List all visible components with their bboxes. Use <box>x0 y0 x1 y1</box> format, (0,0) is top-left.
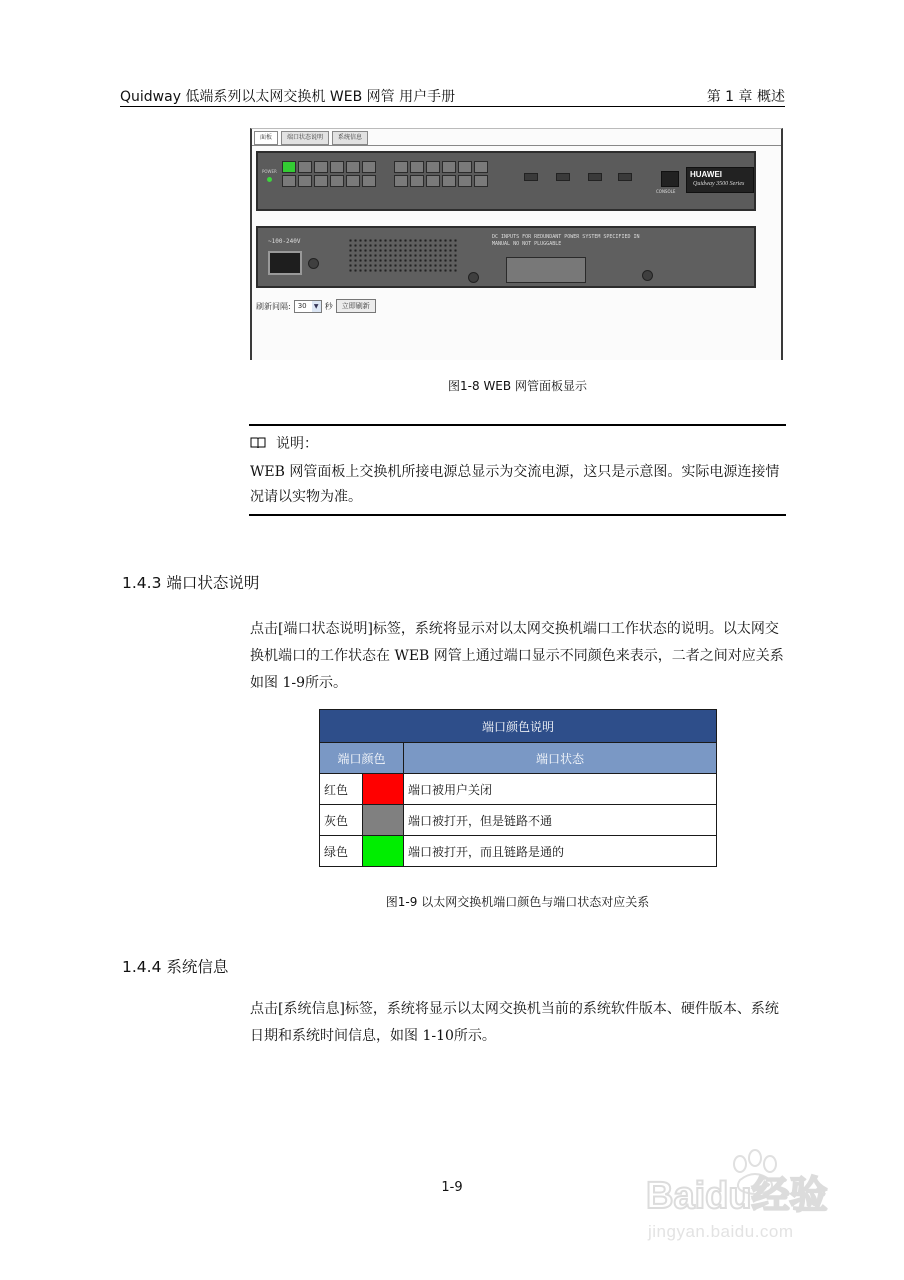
sfp-slot[interactable] <box>556 173 570 181</box>
section-1-4-3-paragraph: 点击[端口状态说明]标签，系统将显示对以太网交换机端口工作状态的说明。以太网交换机端口的工作状态在 WEB 网管上通过端口显示不同颜色来表示，二者之间对应关系如图 1-9所示。 <box>250 621 784 691</box>
baidu-watermark-logo <box>640 1146 860 1226</box>
port-state: 端口被用户关闭 <box>404 774 717 805</box>
note-top-rule <box>249 424 786 426</box>
port[interactable] <box>362 175 376 187</box>
port[interactable] <box>282 175 296 187</box>
refresh-unit: 秒 <box>324 301 333 311</box>
port[interactable] <box>410 161 424 173</box>
console-port-icon[interactable] <box>661 171 679 187</box>
tab-panel[interactable]: 面板 <box>254 131 278 145</box>
table-header-color: 端口颜色 <box>320 743 404 774</box>
section-1-4-4-paragraph: 点击[系统信息]标签，系统将显示以太网交换机当前的系统软件版本、硬件版本、系统日期和系统时间信息，如图 1-10所示。 <box>250 1001 779 1044</box>
port[interactable] <box>474 175 488 187</box>
figure-1-8-caption: 图1-8 WEB 网管面板显示 <box>448 379 587 393</box>
port[interactable] <box>330 175 344 187</box>
ac-power-socket-icon <box>268 251 302 275</box>
screw-icon <box>468 272 479 283</box>
table-title: 端口颜色说明 <box>320 710 717 743</box>
port[interactable] <box>442 161 456 173</box>
port[interactable] <box>346 161 360 173</box>
header-title: Quidway 低端系列以太网交换机 WEB 网管 用户手册 <box>120 89 456 105</box>
port[interactable] <box>298 175 312 187</box>
ground-screw-icon <box>308 258 319 269</box>
table-header-state: 端口状态 <box>404 743 717 774</box>
refresh-now-button[interactable]: 立即刷新 <box>336 299 376 313</box>
chevron-down-icon[interactable]: ▼ <box>312 301 321 312</box>
table-row <box>320 836 717 867</box>
refresh-interval-value: 30 <box>297 301 307 310</box>
refresh-controls <box>256 299 376 313</box>
header-rule <box>120 106 785 107</box>
brand-plate <box>686 167 754 193</box>
sfp-slot[interactable] <box>618 173 632 181</box>
power-led-icon <box>267 177 272 182</box>
port[interactable] <box>394 175 408 187</box>
voltage-label: ~100-240V <box>268 238 301 245</box>
color-label: 灰色 <box>320 805 363 836</box>
sfp-slot[interactable] <box>588 173 602 181</box>
note-title: 说明： <box>276 436 318 452</box>
port[interactable] <box>362 161 376 173</box>
switch-front-panel <box>256 151 756 211</box>
brand-name: HUAWEI <box>690 170 722 179</box>
port[interactable] <box>298 161 312 173</box>
refresh-interval-label: 刷新间隔: <box>256 301 291 311</box>
port-color-table <box>319 709 717 867</box>
note-body: WEB 网管面板上交换机所接电源总显示为交流电源，这只是示意图。实际电源连接情况请以实物为准。 <box>250 464 780 505</box>
color-label: 红色 <box>320 774 363 805</box>
port-group-1 <box>282 161 376 187</box>
port[interactable] <box>458 161 472 173</box>
port[interactable] <box>314 175 328 187</box>
refresh-interval-select[interactable] <box>294 300 322 313</box>
vent-grille <box>348 238 458 272</box>
port[interactable] <box>410 175 424 187</box>
watermark-url: jingyan.baidu.com <box>648 1222 794 1241</box>
port-state: 端口被打开，但是链路不通 <box>404 805 717 836</box>
port[interactable] <box>474 161 488 173</box>
table-row <box>320 774 717 805</box>
panel-tab-bar <box>254 131 368 145</box>
port[interactable] <box>426 175 440 187</box>
port[interactable] <box>442 175 456 187</box>
port[interactable] <box>330 161 344 173</box>
port[interactable] <box>394 161 408 173</box>
tab-port-status[interactable]: 端口状态说明 <box>281 131 329 145</box>
port[interactable] <box>426 161 440 173</box>
figure-1-9-caption: 图1-9 以太网交换机端口颜色与端口状态对应关系 <box>385 895 650 909</box>
color-swatch-gray <box>363 805 404 836</box>
console-label: CONSOLE <box>656 189 676 194</box>
color-swatch-green <box>363 836 404 867</box>
note-bottom-rule <box>249 514 786 516</box>
sfp-slot[interactable] <box>524 173 538 181</box>
panel-screenshot <box>250 128 783 360</box>
port-1[interactable] <box>282 161 296 173</box>
page-number: 1-9 <box>441 1180 463 1195</box>
screw-icon <box>642 270 653 281</box>
color-label: 绿色 <box>320 836 363 867</box>
note-heading <box>250 433 318 453</box>
port[interactable] <box>314 161 328 173</box>
tab-system-info[interactable]: 系统信息 <box>332 131 368 145</box>
section-1-4-4-heading: 1.4.4 系统信息 <box>122 958 229 976</box>
dc-input-notice: DC INPUTS FOR REDUNDANT POWER SYSTEM SPECIFIED IN MANUAL NO NOT PLUGGABLE <box>492 234 640 247</box>
header-chapter: 第 1 章 概述 <box>706 89 785 105</box>
power-label: POWER <box>262 169 277 174</box>
table-row <box>320 805 717 836</box>
port[interactable] <box>346 175 360 187</box>
port[interactable] <box>458 175 472 187</box>
section-1-4-3-heading: 1.4.3 端口状态说明 <box>122 574 260 592</box>
tab-divider <box>252 145 781 146</box>
dc-input-cover <box>506 257 586 283</box>
watermark-brand: Baidu经验 <box>646 1175 828 1217</box>
brand-model: Quidway 3500 Series <box>693 181 745 187</box>
port-group-2 <box>394 161 488 187</box>
color-swatch-red <box>363 774 404 805</box>
book-icon <box>250 437 266 449</box>
switch-rear-panel <box>256 226 756 288</box>
port-state: 端口被打开，而且链路是通的 <box>404 836 717 867</box>
